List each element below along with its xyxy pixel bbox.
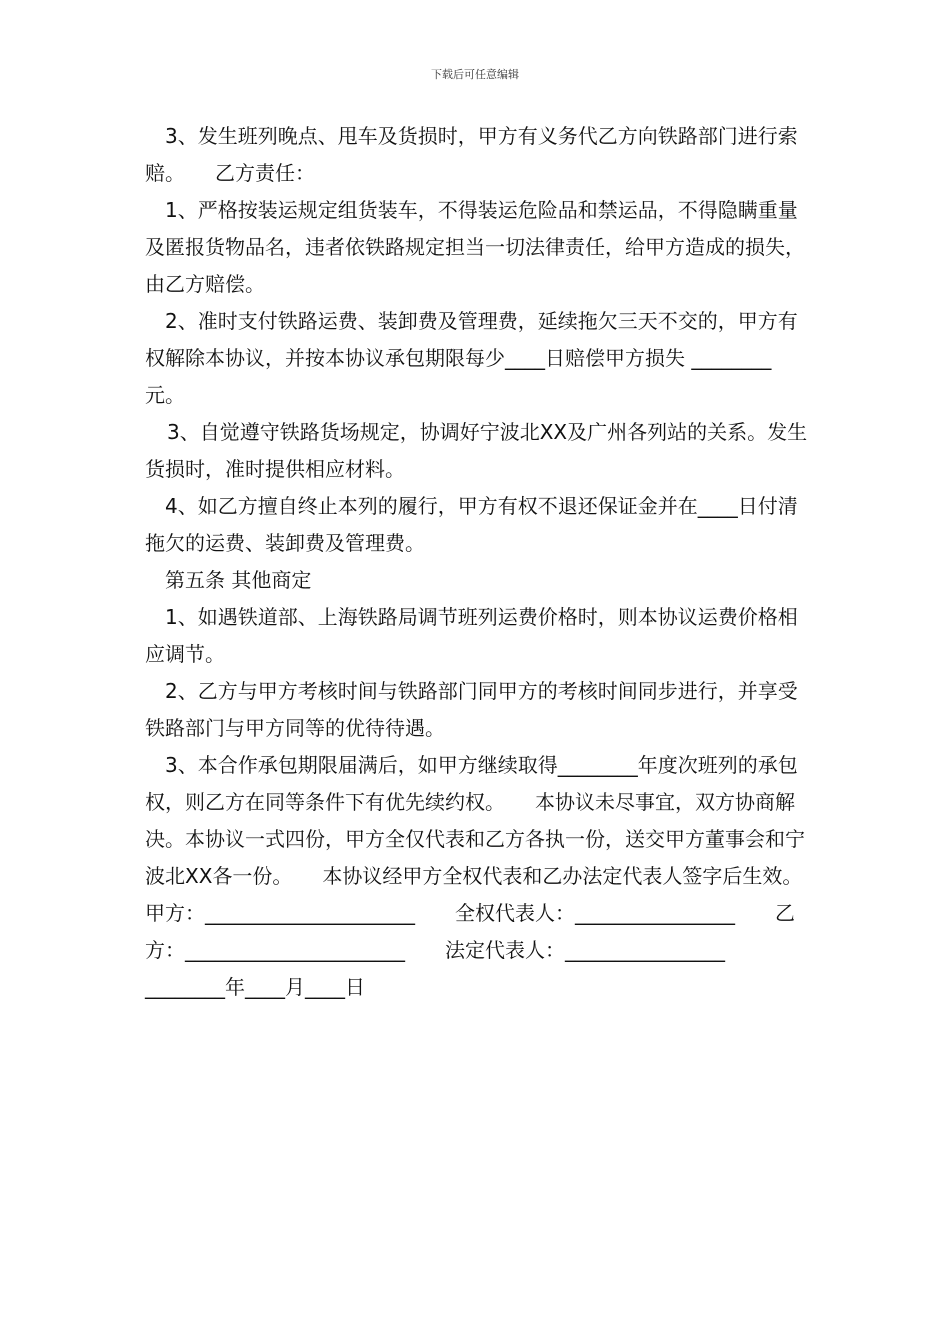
paragraph-price-adjustment: 1、如遇铁道部、上海铁路局调节班列运费价格时，则本协议运费价格相应调节。: [145, 605, 798, 666]
paragraph-assessment: 2、乙方与甲方考核时间与铁路部门同甲方的考核时间同步进行，并享受铁路部门与甲方同等的优待待遇。: [145, 679, 798, 740]
document-body: [145, 118, 833, 1006]
page-header: 下载后可任意编辑: [431, 68, 519, 81]
paragraph-renewal-signatures: 3、本合作承包期限届满后，如甲方继续取得________年度次班列的承包权，则乙方在同等条件下有优先续约权。 本协议未尽事宜，双方协商解决。本协议一式四份，甲方全仅代表和乙方各执一份，送交甲方董事会和宁波北XX各一份。 本协议经甲方全权代表和乙办法定代表人签字后生效。 甲方：_____________________ 全权代表人：________________ 乙方：______________________ 法定代表人：________________ ________年____月____日: [145, 753, 833, 999]
section-title-other-terms: 第五条 其他商定: [165, 568, 312, 592]
paragraph-station-rules: 3、自觉遵守铁路货场规定，协调好宁波北XX及广州各列站的关系。发生货损时，准时提供相应材料。: [145, 420, 808, 481]
paragraph-claims: 3、发生班列晚点、甩车及货损时，甲方有义务代乙方向铁路部门进行索赔。 乙方责任：: [145, 124, 798, 185]
paragraph-payment: 2、准时支付铁路运费、装卸费及管理费，延续拖欠三天不交的，甲方有权解除本协议，并按本协议承包期限每少____日赔偿甲方损失 ________元。: [145, 309, 798, 407]
paragraph-termination: 4、如乙方擅自终止本列的履行，甲方有权不退还保证金并在____日付清拖欠的运费、装卸费及管理费。: [145, 494, 798, 555]
paragraph-loading-rules: 1、严格按装运规定组货装车，不得装运危险品和禁运品，不得隐瞒重量及匿报货物品名，违者依铁路规定担当一切法律责任，给甲方造成的损失，由乙方赔偿。: [145, 198, 805, 296]
